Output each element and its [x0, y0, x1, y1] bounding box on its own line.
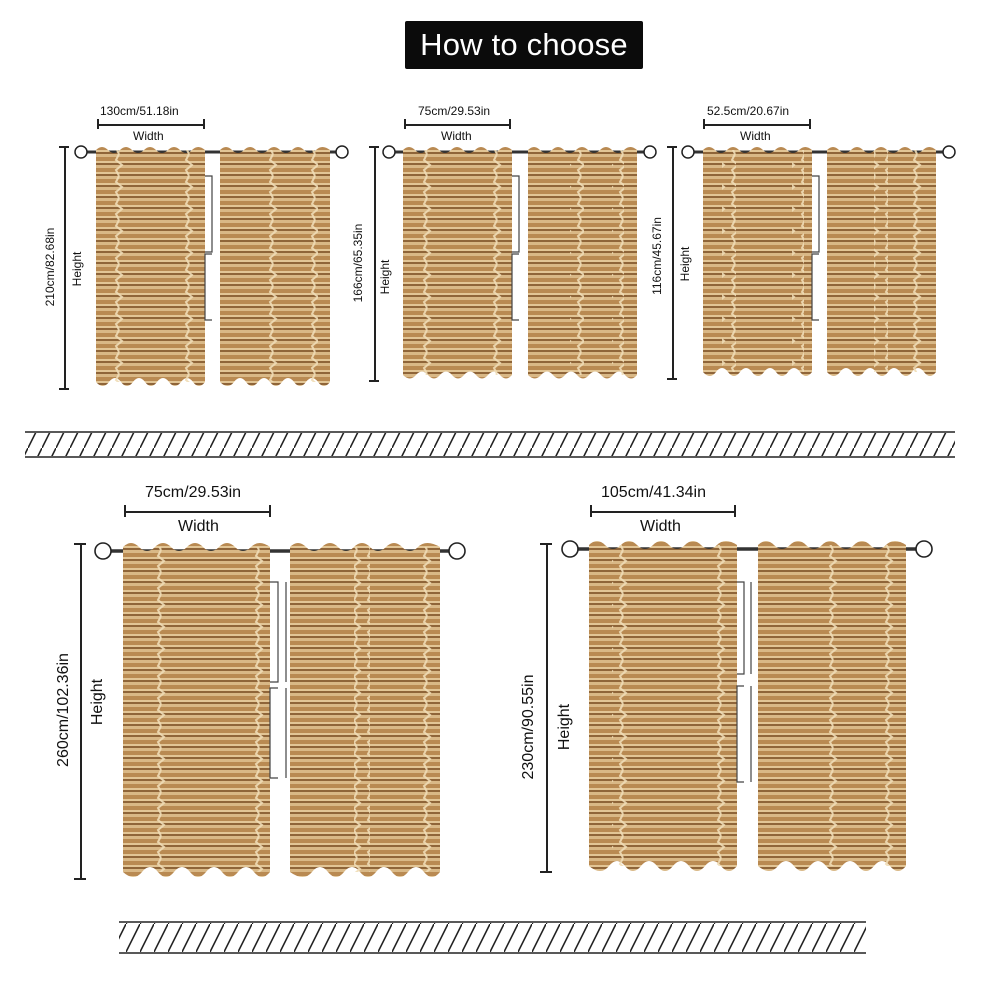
height-caption: Height	[556, 703, 573, 751]
height-measure-label: 260cm/102.36in	[55, 653, 72, 767]
width-caption: Width	[178, 518, 219, 535]
width-measure-label: 52.5cm/20.67in	[707, 104, 790, 118]
width-measure-label: 130cm/51.18in	[100, 104, 179, 118]
height-measure-label: 116cm/45.67in	[650, 217, 664, 295]
width-measure-label: 75cm/29.53in	[418, 104, 491, 118]
height-caption: Height	[89, 678, 106, 726]
height-caption: Height	[70, 251, 84, 287]
width-caption: Width	[740, 129, 771, 143]
page-title: How to choose	[420, 27, 628, 62]
width-measure-label: 105cm/41.34in	[601, 484, 706, 501]
width-measure-label: 75cm/29.53in	[145, 484, 242, 501]
height-measure-label: 166cm/65.35in	[351, 223, 365, 303]
width-caption: Width	[640, 518, 681, 535]
width-caption: Width	[441, 129, 472, 143]
height-measure-label: 210cm/82.68in	[43, 227, 57, 307]
height-caption: Height	[378, 259, 392, 295]
height-caption: Height	[678, 246, 692, 282]
height-measure-label: 230cm/90.55in	[520, 674, 537, 780]
width-caption: Width	[133, 129, 164, 143]
